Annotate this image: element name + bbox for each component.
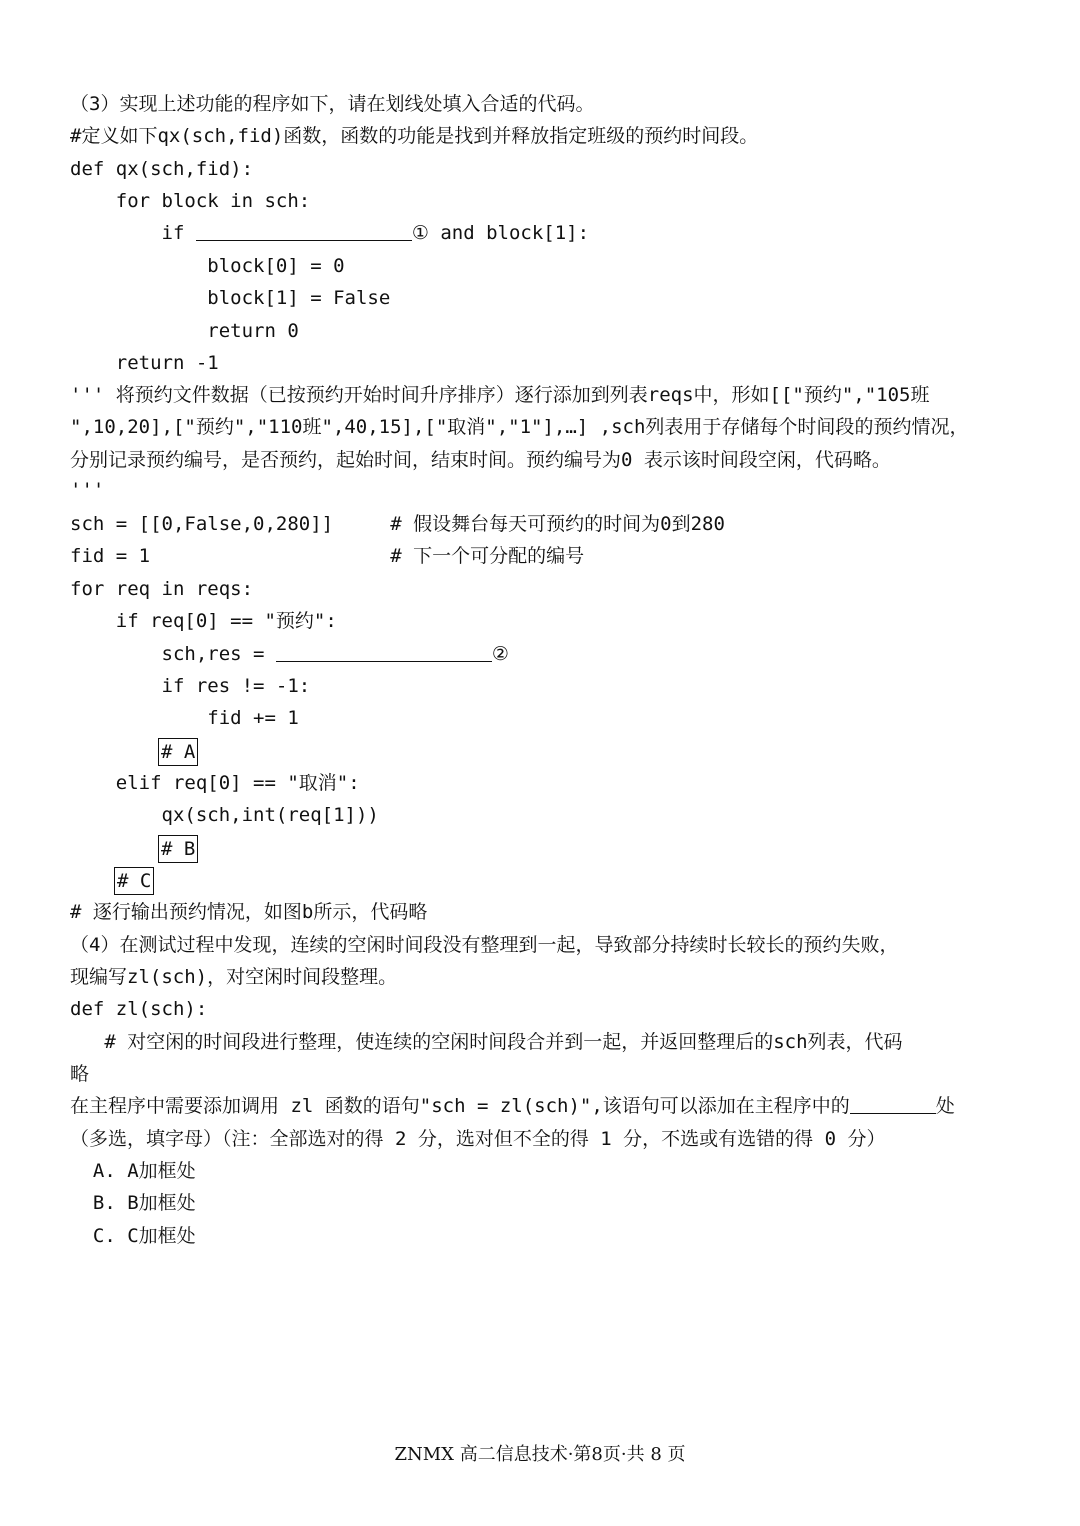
code-comment-zl: # 对空闲的时间段进行整理，使连续的空闲时间段合并到一起，并返回整理后的sch列表，代码 xyxy=(70,1031,903,1053)
docstring-line: ''' xyxy=(70,479,105,501)
code-line-blank-1 xyxy=(70,217,589,249)
boxed-marker-c xyxy=(114,864,154,896)
code-text: ② xyxy=(491,643,509,665)
marker-c-box: # C xyxy=(114,867,154,895)
option-a[interactable]: A. A加框处 xyxy=(70,1160,196,1182)
code-text: ① and block[1]: xyxy=(411,222,590,244)
page-footer: ZNMX 高二信息技术·第8页·共 8 页 xyxy=(394,1444,686,1465)
code-line: elif req[0] == "取消": xyxy=(70,772,360,794)
code-line: block[0] = 0 xyxy=(70,255,345,277)
prompt-text: 处 xyxy=(935,1095,955,1117)
prompt-text: 在主程序中需要添加调用 zl 函数的语句"sch = zl(sch)",该语句可以添加在主程序中的 xyxy=(70,1095,850,1117)
code-line: if res != -1: xyxy=(70,675,311,697)
code-line: return -1 xyxy=(70,352,219,374)
question-4-note: （多选，填字母）（注：全部选对的得 2 分，选对但不全的得 1 分，不选或有选错的得 0 分） xyxy=(70,1128,886,1150)
code-text: if xyxy=(70,222,196,244)
code-line: block[1] = False xyxy=(70,287,391,309)
boxed-marker-a xyxy=(158,735,198,767)
boxed-marker-b xyxy=(158,832,198,864)
code-line: for block in sch: xyxy=(70,190,311,212)
docstring-line: 分别记录预约编号，是否预约，起始时间，结束时间。预约编号为0 表示该时间段空闲，代码略。 xyxy=(70,449,891,471)
question-4-text: 现编写zl(sch)，对空闲时间段整理。 xyxy=(70,966,398,988)
question-4-intro: （4）在测试过程中发现，连续的空闲时间段没有整理到一起，导致部分持续时长较长的预约失败， xyxy=(70,934,899,956)
marker-b-box: # B xyxy=(158,835,198,863)
code-comment-zl-cont: 略 xyxy=(70,1063,90,1085)
code-line: for req in reqs: xyxy=(70,578,254,600)
question-4-prompt xyxy=(70,1090,955,1122)
code-line: return 0 xyxy=(70,320,299,342)
code-comment-qx: #定义如下qx(sch,fid)函数，函数的功能是找到并释放指定班级的预约时间段。 xyxy=(70,125,759,147)
code-line: fid += 1 xyxy=(70,707,299,729)
option-c[interactable]: C. C加框处 xyxy=(70,1225,196,1247)
code-line: sch = [[0,False,0,280]] # 假设舞台每天可预约的时间为0到280 xyxy=(70,513,725,535)
code-line: if req[0] == "预约": xyxy=(70,610,337,632)
option-b[interactable]: B. B加框处 xyxy=(70,1192,196,1214)
answer-blank-2[interactable] xyxy=(276,639,492,662)
question-3-intro: （3）实现上述功能的程序如下，请在划线处填入合适的代码。 xyxy=(70,93,595,115)
code-comment-output: # 逐行输出预约情况，如图b所示，代码略 xyxy=(70,901,428,923)
code-line: fid = 1 # 下一个可分配的编号 xyxy=(70,545,585,567)
docstring-line: ''' 将预约文件数据（已按预约开始时间升序排序）逐行添加到列表reqs中，形如[["预约","105班 xyxy=(70,384,930,406)
code-line: def zl(sch): xyxy=(70,998,208,1020)
code-text: sch,res = xyxy=(70,643,276,665)
marker-a-box: # A xyxy=(158,738,198,766)
answer-blank-1[interactable] xyxy=(196,218,412,241)
code-line: qx(sch,int(req[1])) xyxy=(70,804,379,826)
answer-blank-3[interactable] xyxy=(850,1091,936,1114)
docstring-line: ",10,20],["预约","110班",40,15],["取消","1"],…] ,sch列表用于存储每个时间段的预约情况， xyxy=(70,416,969,438)
code-line: def qx(sch,fid): xyxy=(70,158,254,180)
code-line-blank-2 xyxy=(70,638,509,670)
